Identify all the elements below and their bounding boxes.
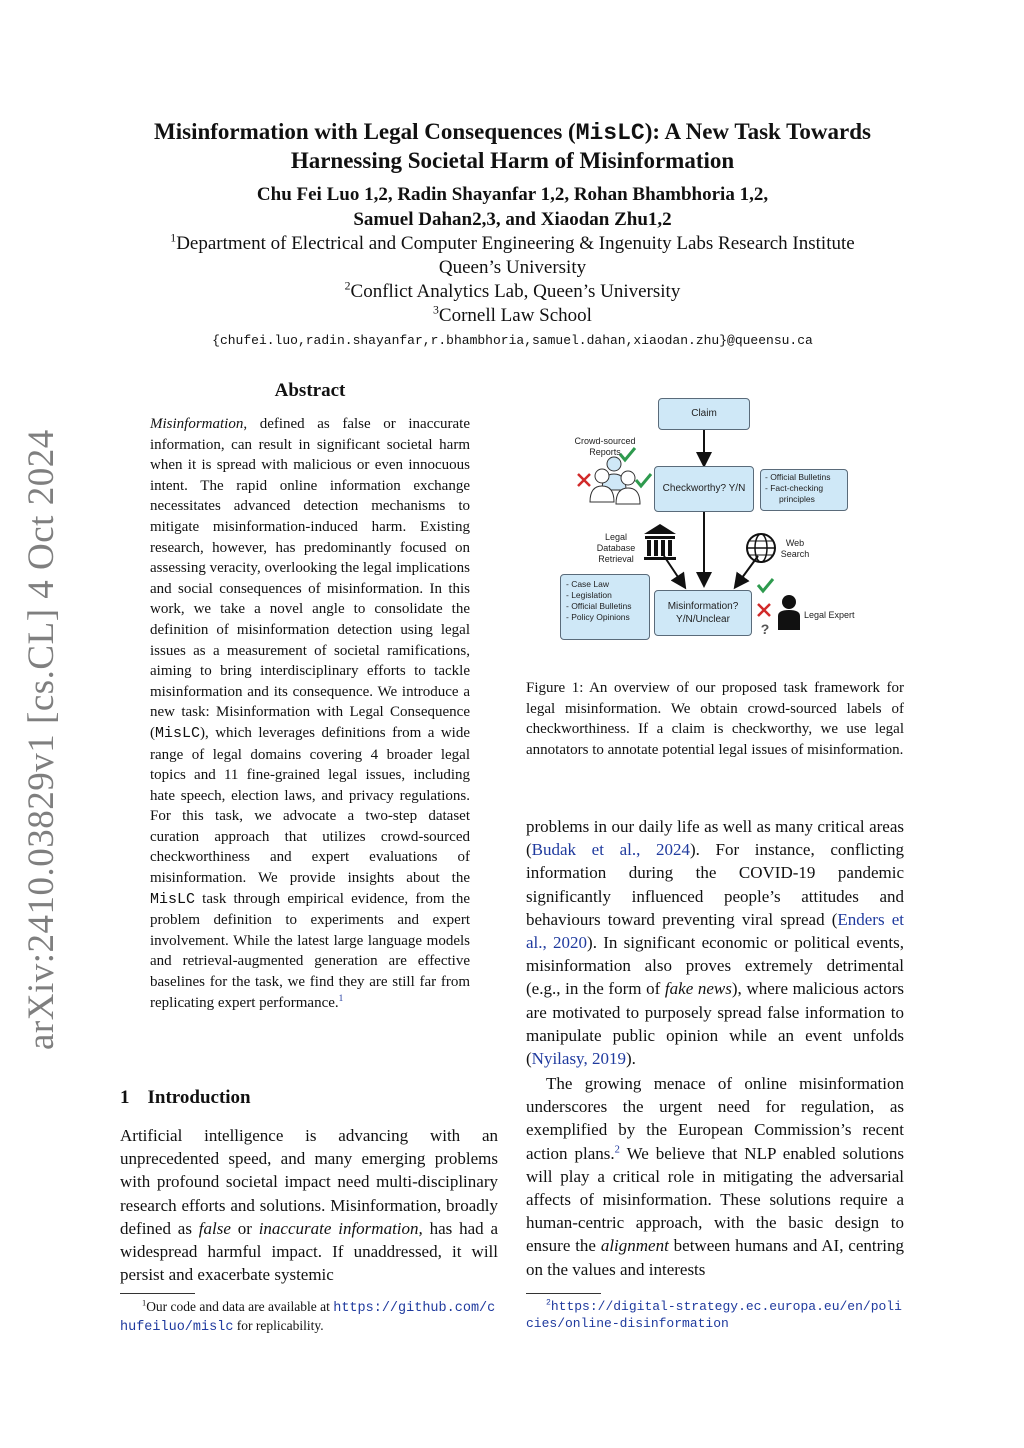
abstract-code-1: MisLC: [155, 724, 201, 742]
citation-enders[interactable]: Enders et al., 2020: [526, 909, 904, 953]
authors-line1: Chu Fei Luo 1,2, Radin Shayanfar 1,2, Rohan Bhambhoria 1,2,: [256, 184, 769, 205]
title-line1-post: ): A New Task Towards: [644, 119, 871, 144]
paper-title: [110, 118, 915, 174]
rc-text: between humans and AI, centring on the values and interests: [526, 1236, 905, 1279]
figure-caption: Figure 1: An overview of our proposed task framework for legal misinformation. We obtain crowd-sourced labels of checkworthiness. If a claim is checkworthy, we use legal annotators to annotate potential legal issues of misinformation.: [526, 680, 904, 758]
figure-1: [556, 394, 876, 652]
abstract-text-2: ), which leverages definitions from a wide range of legal domains covering 4 broader legal topics and 11 fine-grained legal issues, including hate speech, election laws, and privacy regulations. For this task, we advocate a two-step dataset curation approach that utilizes crowd-sourced checkworthiness and expert evaluations of misinformation. We provide insights about the: [150, 724, 470, 887]
misinformation-box: [654, 590, 752, 636]
title-code: MisLC: [575, 120, 645, 146]
footnote-rule-right: [526, 1293, 601, 1294]
legal-sources-box: [560, 574, 650, 640]
footnote-1-link[interactable]: https://github.com/chufeiluo/mislc: [120, 1301, 496, 1335]
footnote-ref-2[interactable]: 2: [614, 1143, 620, 1155]
source-item: principles: [779, 494, 815, 504]
section-heading-introduction: [120, 1087, 251, 1109]
question-mark: ?: [760, 621, 770, 637]
source-item: - Official Bulletins: [765, 472, 831, 482]
intro-text-b: or: [230, 1218, 259, 1238]
title-line1-pre: Misinformation with Legal Consequences (: [154, 119, 576, 144]
affiliation-1b: Queen’s University: [438, 257, 587, 278]
intro-paragraph: [120, 1124, 498, 1286]
abstract-text-1: , defined as false or inaccurate information, can result in significant societal harm when it is spread with malicious or even innocuous intent. The rapid online information exchange necessitates advanced detection mechanisms to mitigate misinformation-induced harm. Existing research, however, has predominantly focused on assessing veracity, overlooking the legal implications and social consequences of misinformation. In this work, we take a novel angle to consolidate the definition of misinformation detection using legal issues as a measurement of societal ramifications, aiming to bring interdisciplinary efforts to tackle misinformation and its consequence. We introduce a new task: Misinformation with Legal Consequence (: [150, 416, 470, 741]
footnote-1: [120, 1298, 500, 1336]
affiliation-2: Conflict Analytics Lab, Queen’s University: [350, 281, 681, 302]
sources-box: [760, 469, 848, 511]
right-paragraph-2: [526, 1072, 904, 1281]
abstract-text-3: task through empirical evidence, from the problem definition to experiments and expert involvement. While the latest large language models and retrieval-augmented generation are effective baselines for the task, we find they are still far from replicating expert performance.: [150, 890, 470, 1011]
misinfo-line1: Misinformation?: [667, 601, 739, 612]
author-emails: {chufei.luo,radin.shayanfar,r.bhambhoria,samuel.dahan,xiaodan.zhu}@queensu.ca: [212, 333, 813, 348]
rc-italic: fake news: [664, 979, 732, 999]
claim-box: Claim: [658, 398, 750, 430]
authors-line2: Samuel Dahan2,3, and Xiaodan Zhu1,2: [353, 209, 672, 230]
rc-text: ).: [625, 1049, 636, 1069]
source-item: - Fact-checking: [765, 483, 824, 493]
arxiv-identifier: arXiv:2410.03829v1 [cs.CL] 4 Oct 2024: [21, 429, 62, 1050]
intro-text-c: has had a widespread harmful impact. If unaddressed, it will persist and exacerbate systemic: [120, 1218, 498, 1285]
misinfo-line2: Y/N/Unclear: [676, 614, 730, 625]
section-title: Introduction: [147, 1087, 251, 1108]
legal-source-item: - Official Bulletins: [566, 601, 632, 611]
affiliations: $^1$Department of Electrical and Computer Engineering & Ingenuity Labs Research Institute Queen’s University $^2$Conflict Analytics Lab, Queen’s University $^3$Cornell Law School: [110, 232, 915, 328]
abstract-body: [150, 414, 470, 1013]
footnote-2-mark: 2: [546, 1298, 551, 1308]
rc-text: ), where malicious actors are motivated to purposely spread false information to manipulate public opinion while an event unfolds (: [526, 979, 904, 1069]
rc-text: ). For instance, conflicting information during the COVID-19 pandemic significantly influenced people’s attitudes and behaviours toward preventing viral spread (: [526, 840, 904, 929]
crowd-label: Crowd-sourced Reports: [574, 436, 636, 457]
legal-expert-label: Legal Expert: [804, 610, 855, 620]
rc-text: problems in our daily life as well as many critical areas (: [526, 817, 904, 860]
right-paragraph-1: [526, 815, 904, 1070]
intro-italic-inaccurate: inaccurate information,: [258, 1218, 423, 1238]
affiliation-3: Cornell Law School: [438, 305, 592, 326]
legal-source-item: - Case Law: [566, 579, 609, 589]
intro-italic-false: false: [198, 1218, 231, 1238]
footnote-ref-1[interactable]: 1: [338, 993, 344, 1004]
footnote-1-mark: 1: [142, 1298, 147, 1308]
rc-text: ). In significant economic or political events, misinformation also proves extremely detrimental (e.g., in the form of: [526, 933, 904, 999]
footnote-1-text-post: for replicability.: [233, 1318, 324, 1333]
footnote-2[interactable]: [526, 1298, 906, 1332]
checkworthy-box: Checkworthy? Y/N: [654, 466, 754, 512]
citation-nyilasy[interactable]: Nyilasy, 2019: [531, 1049, 626, 1069]
rc-italic: alignment: [600, 1236, 669, 1256]
web-search-label: Web Search: [780, 538, 810, 559]
citation-budak[interactable]: Budak et al., 2024: [531, 840, 690, 860]
footnote-2-link[interactable]: https://digital-strategy.ec.europa.eu/en/policies/online-disinformation: [526, 1299, 902, 1331]
footnote-1-text: Our code and data are available at: [146, 1299, 334, 1314]
section-number: 1: [120, 1087, 130, 1108]
abstract-heading: Abstract: [274, 380, 346, 401]
intro-text-a: Artificial intelligence is advancing with an unprecedented speed, and many emerging problems with profound societal impact need multi-disciplinary research efforts and solutions. Misinformation, broadly defined as: [120, 1126, 498, 1238]
title-line2: Harnessing Societal Harm of Misinformation: [290, 148, 735, 173]
rc-text: We believe that NLP enabled solutions will play a critical role in mitigating the adversarial affects of misinformation. These solutions require a human-centric approach, with the basic design to ensure the: [526, 1143, 905, 1256]
footnote-rule-left: [120, 1293, 195, 1294]
author-list: [110, 182, 915, 232]
affiliation-1: Department of Electrical and Computer Engineering & Ingenuity Labs Research Institute: [176, 233, 855, 254]
abstract-code-2: MisLC: [150, 890, 196, 908]
legal-db-label: Legal Database Retrieval: [596, 532, 636, 564]
rc-text: The growing menace of online misinformation underscores the urgent need for regulation, as exemplified by the European Commission’s recent action plans.: [526, 1074, 904, 1163]
legal-source-item: - Legislation: [566, 590, 612, 600]
legal-source-item: - Policy Opinions: [566, 612, 630, 622]
abstract-lead: Misinformation: [150, 416, 244, 432]
